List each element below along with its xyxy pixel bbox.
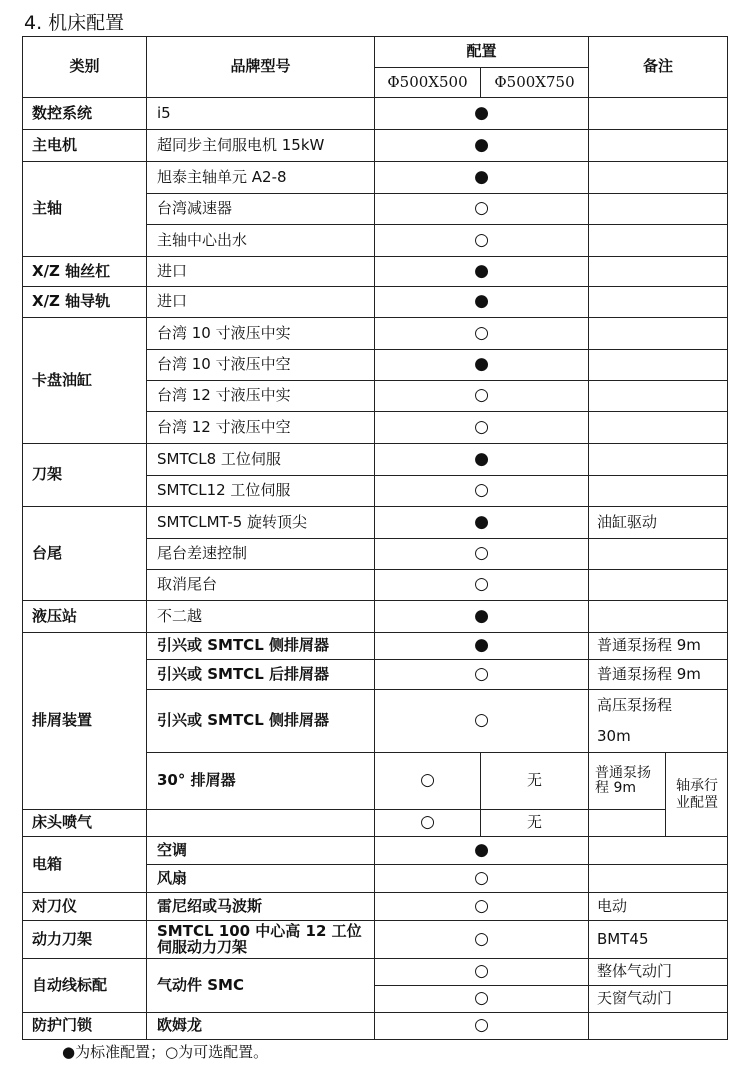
category-cell: 防护门锁 xyxy=(23,1013,147,1040)
config-mark: ● xyxy=(375,257,589,287)
brand-cell: 旭泰主轴单元 A2-8 xyxy=(147,162,375,194)
brand-cell: 气动件 SMC xyxy=(147,959,375,1013)
config-mark: ○ xyxy=(375,539,589,570)
config-mark: ○ xyxy=(375,893,589,921)
brand-cell: 欧姆龙 xyxy=(147,1013,375,1040)
note-cell xyxy=(589,162,728,194)
config-mark: ○ xyxy=(375,660,589,690)
brand-cell: 台湾减速器 xyxy=(147,194,375,225)
note-cell: 普通泵扬程 9m xyxy=(589,660,728,690)
header-note: 备注 xyxy=(589,37,728,98)
header-config-b: Φ500X750 xyxy=(481,68,589,98)
category-cell: 液压站 xyxy=(23,601,147,633)
note-cell xyxy=(589,257,728,287)
config-mark: ○ xyxy=(375,570,589,601)
config-mark: ● xyxy=(375,130,589,162)
note-text: 普通泵扬程 9m xyxy=(595,765,651,796)
note-cell: 油缸驱动 xyxy=(589,507,728,539)
category-cell: X/Z 轴导轨 xyxy=(23,287,147,318)
brand-cell: 不二越 xyxy=(147,601,375,633)
category-cell: 刀架 xyxy=(23,444,147,507)
note-cell: 整体气动门 xyxy=(589,959,728,986)
config-mark: ● xyxy=(375,507,589,539)
note-cell xyxy=(589,287,728,318)
legend-footnote: ●为标准配置；○为可选配置。 xyxy=(62,1043,269,1061)
category-cell: 卡盘油缸 xyxy=(23,318,147,444)
config-mark: ● xyxy=(375,162,589,194)
config-mark: ○ xyxy=(375,959,589,986)
config-mark-b: 无 xyxy=(481,810,589,837)
section-title: 4. 机床配置 xyxy=(24,12,125,34)
brand-cell: 台湾 10 寸液压中空 xyxy=(147,350,375,381)
note-cell xyxy=(589,601,728,633)
config-mark: ● xyxy=(375,837,589,865)
machine-config-table xyxy=(22,36,728,1040)
brand-cell: SMTCL 100 中心高 12 工位伺服动力刀架 xyxy=(147,921,375,959)
header-category: 类别 xyxy=(23,37,147,98)
brand-cell: 进口 xyxy=(147,257,375,287)
category-cell: 排屑装置 xyxy=(23,633,147,810)
config-mark-a: ○ xyxy=(375,753,481,810)
config-mark: ○ xyxy=(375,381,589,412)
brand-cell: 引兴或 SMTCL 后排屑器 xyxy=(147,660,375,690)
category-cell: 数控系统 xyxy=(23,98,147,130)
config-mark: ● xyxy=(375,287,589,318)
brand-cell: 台湾 10 寸液压中实 xyxy=(147,318,375,350)
note-cell xyxy=(589,753,666,810)
note-cell xyxy=(589,130,728,162)
config-mark: ○ xyxy=(375,986,589,1013)
note-text-bearing: 轴承行业配置 xyxy=(676,778,718,811)
category-cell: 台尾 xyxy=(23,507,147,601)
note-cell xyxy=(589,98,728,130)
category-cell: X/Z 轴丝杠 xyxy=(23,257,147,287)
note-cell xyxy=(589,444,728,476)
note-cell xyxy=(589,810,666,837)
config-mark: ○ xyxy=(375,318,589,350)
brand-cell: i5 xyxy=(147,98,375,130)
config-mark-a: ○ xyxy=(375,810,481,837)
brand-cell: 引兴或 SMTCL 侧排屑器 xyxy=(147,633,375,660)
config-mark: ● xyxy=(375,633,589,660)
config-mark: ○ xyxy=(375,1013,589,1040)
note-cell: BMT45 xyxy=(589,921,728,959)
brand-cell: 引兴或 SMTCL 侧排屑器 xyxy=(147,690,375,753)
note-cell xyxy=(589,225,728,257)
category-cell: 对刀仪 xyxy=(23,893,147,921)
note-cell xyxy=(589,539,728,570)
brand-cell: 空调 xyxy=(147,837,375,865)
config-mark: ○ xyxy=(375,412,589,444)
config-mark-b: 无 xyxy=(481,753,589,810)
brand-cell: 风扇 xyxy=(147,865,375,893)
header-brand: 品牌型号 xyxy=(147,37,375,98)
category-cell: 自动线标配 xyxy=(23,959,147,1013)
header-config-a: Φ500X500 xyxy=(375,68,481,98)
brand-cell: 台湾 12 寸液压中空 xyxy=(147,412,375,444)
header-config: 配置 xyxy=(375,37,589,68)
note-text: 高压泵扬程 30m xyxy=(597,696,673,745)
category-cell: 主电机 xyxy=(23,130,147,162)
note-cell xyxy=(589,194,728,225)
note-cell: 天窗气动门 xyxy=(589,986,728,1013)
brand-cell: SMTCL8 工位伺服 xyxy=(147,444,375,476)
note-cell-bearing xyxy=(666,753,728,837)
note-cell xyxy=(589,865,728,893)
note-cell xyxy=(589,476,728,507)
category-cell: 动力刀架 xyxy=(23,921,147,959)
config-mark: ● xyxy=(375,601,589,633)
brand-cell: 雷尼绍或马波斯 xyxy=(147,893,375,921)
note-cell xyxy=(589,381,728,412)
note-cell xyxy=(589,350,728,381)
config-mark: ● xyxy=(375,350,589,381)
brand-cell xyxy=(147,810,375,837)
brand-cell: 台湾 12 寸液压中实 xyxy=(147,381,375,412)
brand-cell: 进口 xyxy=(147,287,375,318)
config-mark: ○ xyxy=(375,194,589,225)
note-cell xyxy=(589,412,728,444)
category-cell: 床头喷气 xyxy=(23,810,147,837)
brand-cell: SMTCLMT-5 旋转顶尖 xyxy=(147,507,375,539)
note-cell xyxy=(589,570,728,601)
note-cell xyxy=(589,690,728,753)
config-mark: ● xyxy=(375,444,589,476)
config-mark: ○ xyxy=(375,921,589,959)
config-mark: ● xyxy=(375,98,589,130)
note-cell xyxy=(589,1013,728,1040)
brand-cell: 30° 排屑器 xyxy=(147,753,375,810)
brand-cell: 主轴中心出水 xyxy=(147,225,375,257)
config-mark: ○ xyxy=(375,476,589,507)
brand-cell: 尾台差速控制 xyxy=(147,539,375,570)
config-mark: ○ xyxy=(375,690,589,753)
note-cell: 普通泵扬程 9m xyxy=(589,633,728,660)
category-cell: 主轴 xyxy=(23,162,147,257)
brand-cell: 超同步主伺服电机 15kW xyxy=(147,130,375,162)
brand-cell: SMTCL12 工位伺服 xyxy=(147,476,375,507)
note-cell: 电动 xyxy=(589,893,728,921)
note-cell xyxy=(589,837,728,865)
category-cell: 电箱 xyxy=(23,837,147,893)
config-mark: ○ xyxy=(375,865,589,893)
note-cell xyxy=(589,318,728,350)
brand-cell: 取消尾台 xyxy=(147,570,375,601)
config-mark: ○ xyxy=(375,225,589,257)
